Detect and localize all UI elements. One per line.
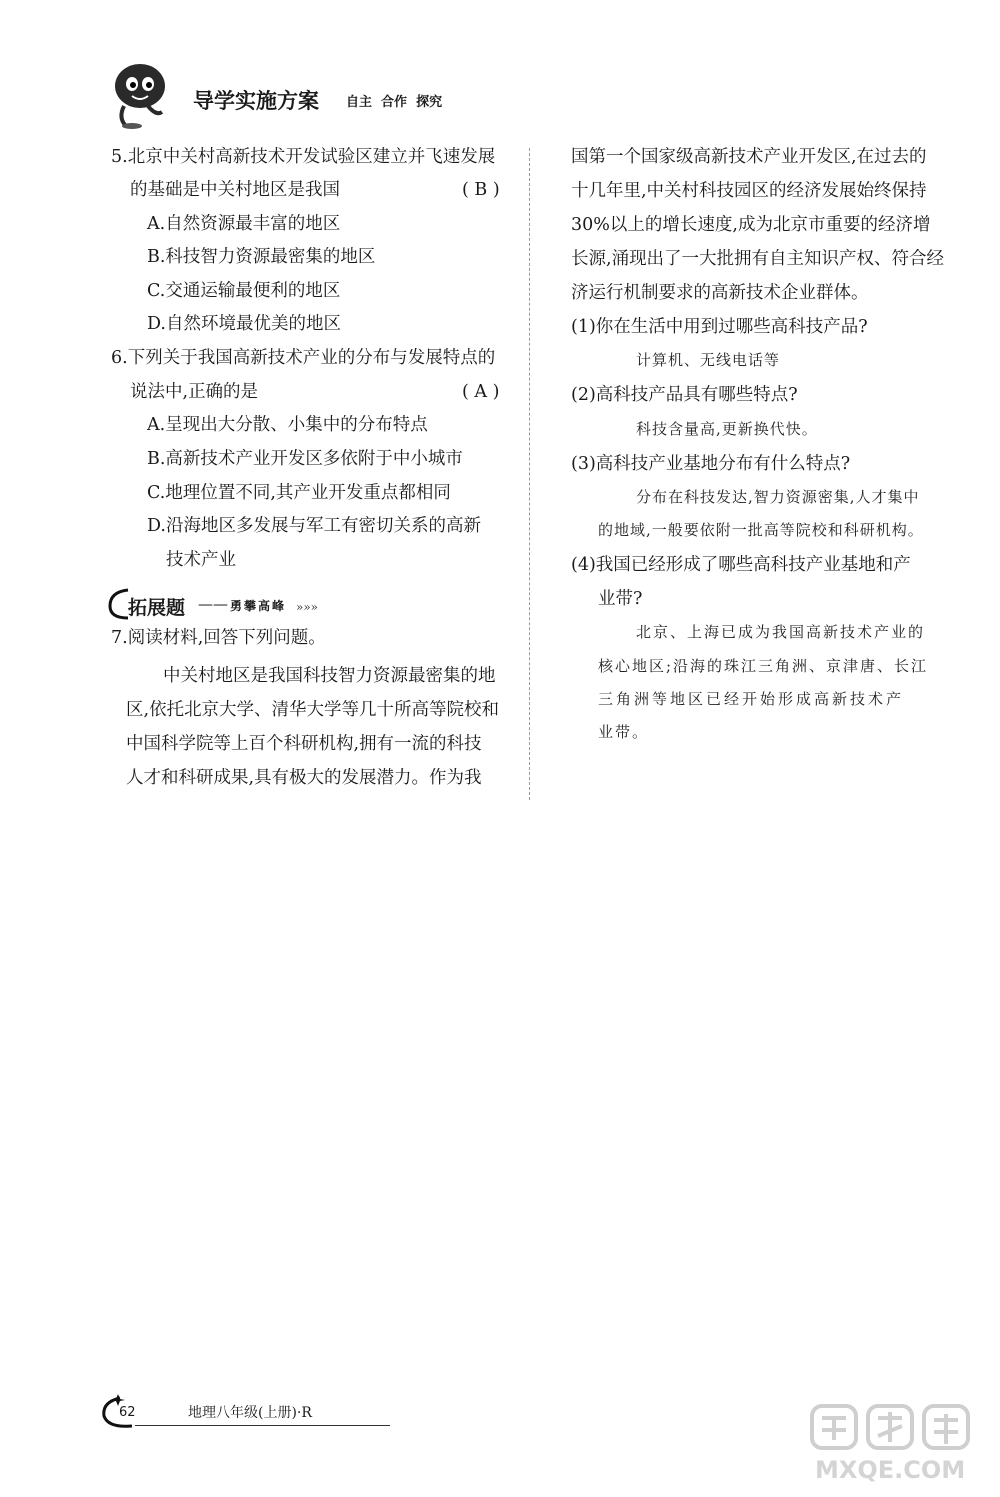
subquestion-3: (3)高科技产业基地分布有什么特点? [571, 454, 851, 474]
q7-material-line2: 区,依托北京大学、清华大学等几十所高等院校和 [126, 700, 500, 720]
q6-option-d-line2: 技术产业 [166, 550, 236, 570]
watermark-text: MXQE.COM [815, 1456, 966, 1484]
answer-4-line4: 业带。 [598, 723, 650, 741]
q6-option-d-line1: D.沿海地区多发展与军工有密切关系的高新 [147, 516, 481, 536]
q6-option-a: A.呈现出大分散、小集中的分布特点 [147, 415, 428, 435]
material-cont-line2: 十几年里,中关村科技园区的经济发展始终保持 [571, 181, 927, 201]
q6-option-c: C.地理位置不同,其产业开发重点都相同 [147, 483, 451, 503]
header-title: 导学实施方案 [193, 89, 319, 113]
q7-material-line3: 中国科学院等上百个科研机构,拥有一流的科技 [126, 734, 482, 754]
subquestion-2: (2)高科技产品具有哪些特点? [571, 385, 798, 405]
material-cont-line5: 济运行机制要求的高新技术企业群体。 [571, 283, 869, 303]
answer-2: 科技含量高,更新换代快。 [636, 420, 818, 438]
answer-3-line2: 的地域,一般要依附一批高等院校和科研机构。 [598, 521, 924, 539]
material-cont-line1: 国第一个国家级高新技术产业开发区,在过去的 [571, 147, 927, 167]
header-subtitle: 自主 合作 探究 [346, 95, 443, 110]
mascot-logo [104, 60, 170, 130]
q6-stem-line2: 说法中,正确的是 [130, 382, 259, 402]
q5-stem-line1: 5.北京中关村高新技术开发试验区建立并飞速发展 [111, 147, 496, 167]
q5-option-d: D.自然环境最优美的地区 [147, 314, 341, 334]
q6-option-b: B.高新技术产业开发区多依附于中小城市 [147, 449, 463, 469]
watermark-logo [808, 1398, 978, 1454]
extension-motto: 勇攀高峰 [230, 599, 287, 613]
q5-option-c: C.交通运输最便利的地区 [147, 281, 341, 301]
subquestion-4-line1: (4)我国已经形成了哪些高科技产业基地和产 [571, 555, 911, 575]
column-divider [529, 148, 530, 800]
q6-stem-line1: 6.下列关于我国高新技术产业的分布与发展特点的 [111, 348, 496, 368]
q6-answer: ( A ) [462, 382, 500, 402]
answer-4-line1: 北京、上海已成为我国高新技术产业的 [636, 623, 926, 641]
answer-1: 计算机、无线电话等 [636, 351, 781, 369]
q5-option-b: B.科技智力资源最密集的地区 [147, 247, 376, 267]
q7-material-line1: 中关村地区是我国科技智力资源最密集的地 [163, 666, 496, 686]
q7-material-line4: 人才和科研成果,具有极大的发展潜力。作为我 [126, 768, 482, 788]
footer-book-title: 地理八年级(上册)·R [188, 1405, 312, 1421]
answer-4-line3: 三角洲等地区已经开始形成高新技术产 [598, 690, 905, 708]
extension-dash: —— [198, 595, 228, 613]
footer-rule [135, 1425, 390, 1426]
material-cont-line4: 长源,涌现出了一大批拥有自主知识产权、符合经 [571, 249, 945, 269]
extension-banner [106, 586, 346, 622]
subquestion-1: (1)你在生活中用到过哪些高科技产品? [571, 317, 868, 337]
q5-answer: ( B ) [462, 180, 500, 200]
page-number: 62 [119, 1405, 136, 1420]
q5-option-a: A.自然资源最丰富的地区 [147, 214, 341, 234]
answer-3-line1: 分布在科技发达,智力资源密集,人才集中 [636, 488, 920, 506]
q5-stem-line2: 的基础是中关村地区是我国 [130, 180, 340, 200]
extension-arrows-icon: »»» [296, 600, 319, 614]
subquestion-4-line2: 业带? [598, 589, 643, 609]
extension-title: 拓展题 [128, 597, 186, 619]
q7-intro: 7.阅读材料,回答下列问题。 [111, 628, 326, 648]
answer-4-line2: 核心地区;沿海的珠江三角洲、京津唐、长江 [598, 657, 929, 675]
material-cont-line3: 30%以上的增长速度,成为北京市重要的经济增 [571, 215, 931, 235]
